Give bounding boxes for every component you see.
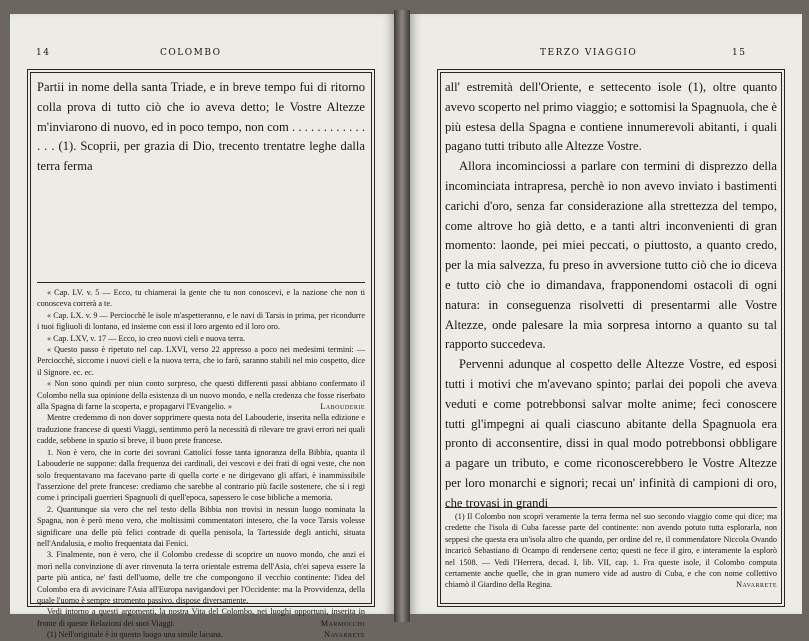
footnote — [37, 378, 365, 412]
paragraph: all' estremità dell'Oriente, e settecento isole (1), oltre quanto avevo scoperto nel primo viaggio; e sottomisi la Spagnuola, che è più estesa della Spagna e contiene innumerevoli abitanti, i quali pagano tutti tributo alle Altezze Vostre. — [445, 80, 777, 154]
footnote — [445, 511, 777, 591]
signature: Marmocchi — [320, 618, 365, 628]
book-gutter — [394, 10, 410, 622]
footnote-text: (1) Nell'originale è in questo luogo una simile lacuna. — [47, 630, 223, 640]
running-title: COLOMBO — [160, 48, 222, 58]
footnotes — [445, 511, 777, 591]
footnote: 2. Quantunque sia vero che nel testo della Bibbia non trovisi in nessun luogo nominata la Spagna, non è però meno vero, che moltissimi commentatori intesero, che la voce Tarsis volesse significare una delle più felici contrade di quella penisola, la Tartesside degli antichi, situata nell'Andalusia, e molto frequentata dai Fenici. — [37, 504, 365, 548]
footnote: 1. Non è vero, che in corte dei sovrani Cattolici fosse tanta ignoranza della Bibbia, quanta il Labouderie ne suppone: dalla frequenza dei cardinali, dei vescovi e dei frati di ogni veste, che non solo frequentavano ma facevano parte di quella corte e ne dirigevano gli affari, è inammissibile l'asserzione del prete francese: crediamo che sarebbe al contrario più facile sostenere, che sì i regi come i principali guerrieri Spagnuoli di quell'epoca, sapessero le cose bibliche a memoria. — [37, 447, 365, 503]
running-title: TERZO VIAGGIO — [540, 48, 638, 58]
footnote-text: Vedi intorno a questi argomenti, la nostra Vita del Colombo, nei luoghi opportuni, inserita in fronte di queste Relazioni dei suoi Viaggi. — [37, 607, 365, 628]
footnote — [37, 606, 365, 629]
footnote: « Cap. LX. v. 9 — Perciocchè le isole m'aspetteranno, e le navi di Tarsis in prima, per ricondurre i tuoi figliuoli di lontano, ed insieme con essi il loro argento ed il loro oro. — [37, 310, 365, 332]
signature: Labouderie — [320, 402, 365, 412]
page-number: 14 — [36, 48, 51, 58]
main-text — [445, 78, 777, 514]
page-number: 15 — [732, 48, 747, 58]
footnote: 3. Finalmente, non è vero, che il Colombo credesse di scoprire un nuovo mondo, che anzi ei morì nella convinzione di aver rinvenuta la terra orientale estrema dell'Asia, ch'ei sapeva essere la parte più antica, ne' fasti dell'uomo, delle tre che compongono il vecchio continente: l'idea del Colombo era di avvicinare l'Asia all'Europa navigandovi per l'Occidente: ma la Provvidenza, della quale l'uomo è sempre stromento passivo, dispose diversamente. — [37, 550, 365, 605]
right-page — [410, 14, 802, 614]
footnote: « Cap. LXV, v. 17 — Ecco, io creo nuovi cieli e nuova terra. — [47, 333, 246, 343]
paragraph: Pervenni adunque al cospetto delle Altezze Vostre, ed esposi tutti i motivi che m'avevano spinto; parlai dei popoli che aveva veduti e come potrebbonsi salvar molte anime; feci conoscere tutti gl'impegni ai quali ciascuno abitante della Spagnuola era pronto di acconsentire, dissi in qual modo potrebbonsi obbligare a pagare un tributo, e come riconoscerebbero le Vostre Altezze per loro monarchi e signori; recai un' infinità di campioni di oro, che trovasi in grandi — [445, 357, 777, 510]
footnote: « Questo passo è ripetuto nel cap. LXVI, verso 22 appresso a poco nei medesimi termini: — Perciocchè, siccome i nuovi cieli e la nuova terra, che io farò, saranno stabili nel mio cospetto, dice il Signore. ec. ec. — [37, 345, 365, 377]
signature: Navarrete — [324, 630, 365, 640]
footnote: Mentre credemmo di non dover sopprimere questa nota del Labouderie, inserita nella edizione e traduzione francese di questi Viaggi, sentimmo però la necessità di rilevare tre gravi errori nei quali cadde, sebbene in spazio sì breve, il buon prete francese. — [37, 413, 365, 446]
main-text — [37, 78, 365, 177]
footnote-text: (1) Il Colombo non scoprì veramente la terra ferma nel suo secondo viaggio come qui dice; ma credette che l'isola di Cuba facesse parte del continente: non avendo potuto tutta esplorarla, non seppesi che questa era un'isola altro che quando, per ordine del re, il commendatore Niccola Ovando incaricò Sebastiano di Ocampo di rendersene certo; questi ne fece il giro, e interamente la esplorò nel 1508. — Vedi l'Herrera, decad. I, lib. VII, cap. 1. Fra queste isole, il Colombo computa certamente anche quelle, che in gran numero vide ad austro di Cuba, e che con nome collettivo chiamò il Giardino della Regina. — [445, 512, 777, 590]
footnote-rule — [37, 282, 365, 283]
paragraph: Partii in nome della santa Triade, e in breve tempo fui di ritorno colla prova di tutto ciò che io aveva detto; le Vostre Altezze m'inviarono di nuovo, ed in poco tempo, non com . . . . . . . . . . . . . . . (1). Scoprii, per grazia di Dio, trecento trentatre leghe dalla terra ferma — [37, 80, 365, 174]
paragraph: Allora incominciossi a parlare con termini di disprezzo della incominciata intrapresa, perchè io non avevo inviato i bastimenti carichi d'oro, senza far considerazione alla strettezza del tempo, come altrove ho già detto, e a tanti altri inconvenienti di gran momento: laonde, pei miei peccati, o piuttosto, a quanto credo, per la mia salvezza, fu preso in avversione tutto ciò che io diceva e tutto ciò che io dimandava, frapponendomi ostacoli di ogni natura: in conseguenza risolvetti di presentarmi alle Vostre Altezze, onde palesare la mia sorpresa intorno a quanto su tal rapporto succedeva. — [445, 159, 777, 352]
signature: Navarrete — [736, 580, 777, 590]
footnotes — [37, 287, 365, 641]
footnote: « Cap. LV. v. 5 — Ecco, tu chiamerai la gente che tu non conoscevi, e la nazione che non ti conosceva correrà a te. — [37, 288, 365, 309]
left-page — [10, 14, 394, 640]
footnote — [37, 629, 365, 640]
footnote-text: « Non sono quindi per niun conto sorpreso, che questi differenti passi abbiano confermato il Colombo nella sua opinione della esistenza di un nuovo mondo, e nella credenza che fosse riserbato alla Spagna di farne la scoperta, e propagarvi l'Evangelio. » — [37, 379, 365, 412]
footnote-rule — [445, 507, 777, 508]
